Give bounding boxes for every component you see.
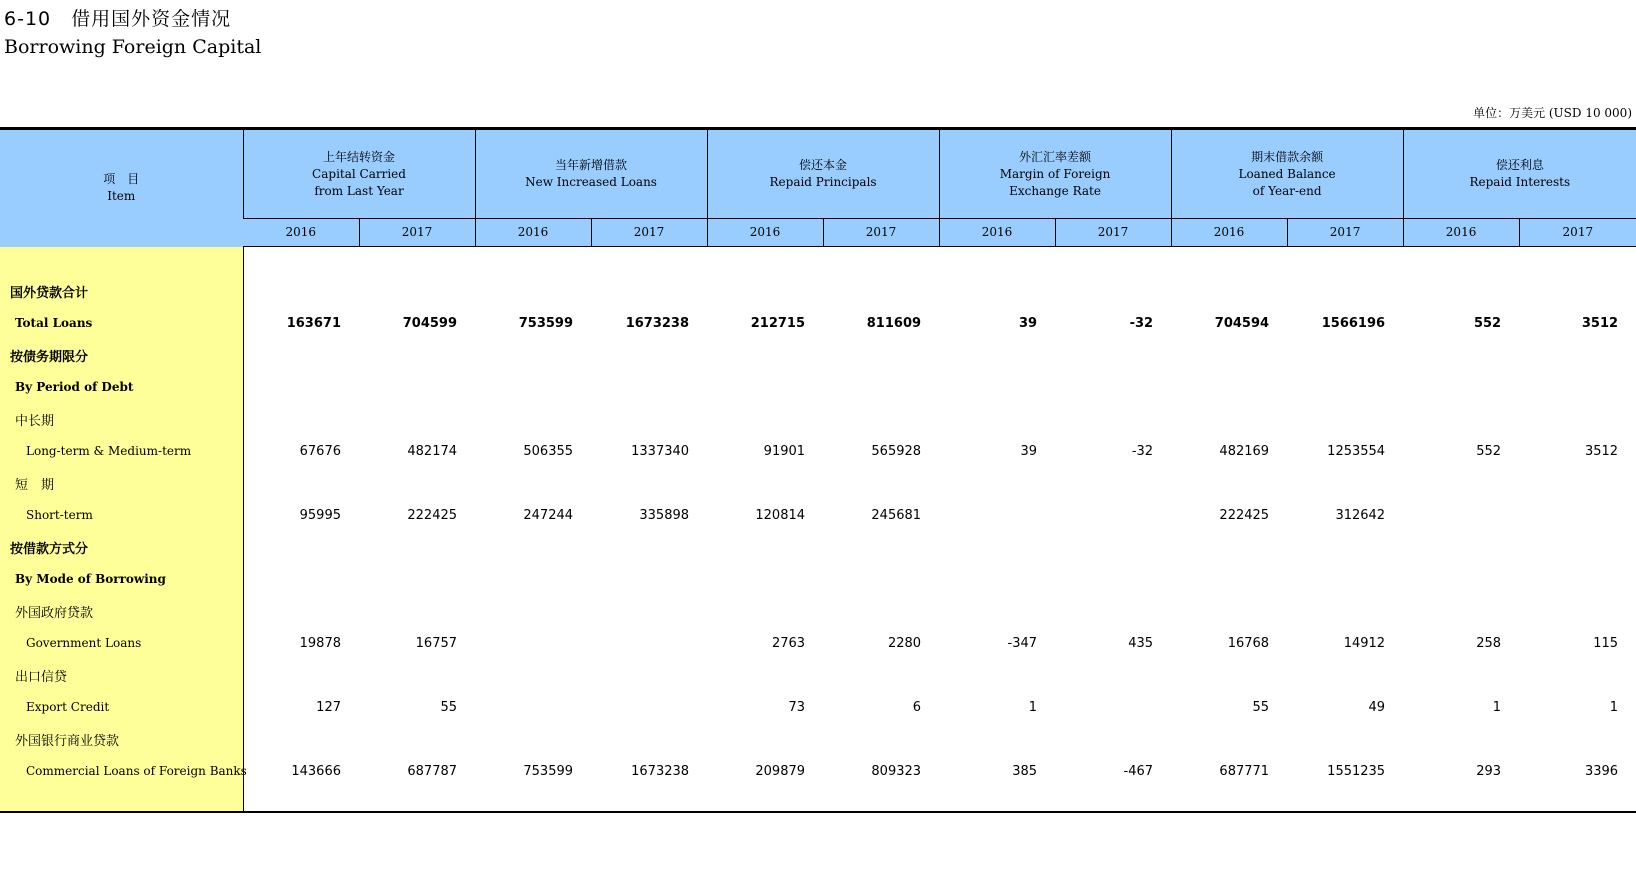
value-cell (475, 371, 591, 403)
value-cell (1519, 531, 1636, 563)
value-cell (359, 723, 475, 755)
value-cell (1519, 563, 1636, 595)
value-cell (823, 275, 939, 307)
value-cell: 3396 (1584, 763, 1619, 779)
value-cell: 1673238 (625, 315, 690, 331)
value-cell: 293 (1476, 763, 1502, 779)
value-cell: 2280 (887, 635, 922, 651)
value-cell (475, 723, 591, 755)
value-cell (1171, 595, 1287, 627)
row-label: Total Loans (0, 307, 243, 339)
value-cell (1519, 499, 1636, 531)
value-cell (591, 691, 707, 723)
value-cell (939, 403, 1055, 435)
header-group-en: Margin of Foreign (999, 166, 1111, 181)
value-cell (475, 403, 591, 435)
value-cell (1519, 275, 1636, 307)
value-cell (939, 339, 1055, 371)
value-cell: 565928 (871, 443, 922, 459)
value-cell: 245681 (871, 507, 922, 523)
value-cell (243, 563, 359, 595)
value-cell (1403, 563, 1519, 595)
value-cell: 247244 (523, 507, 574, 523)
row-label: By Period of Debt (0, 371, 243, 403)
value-cell (939, 595, 1055, 627)
value-cell (1055, 659, 1171, 691)
value-cell (1055, 339, 1171, 371)
value-cell (1171, 403, 1287, 435)
page-title-en: Borrowing Foreign Capital (4, 36, 262, 58)
value-cell: 91901 (763, 443, 806, 459)
value-cell: 552 (1476, 443, 1502, 459)
value-cell (1055, 371, 1171, 403)
value-cell (1171, 275, 1287, 307)
value-cell (1403, 659, 1519, 691)
value-cell: 55 (440, 699, 458, 715)
value-cell (475, 595, 591, 627)
value-cell (359, 371, 475, 403)
header-group-cn: 当年新增借款 (555, 158, 628, 172)
value-cell (823, 371, 939, 403)
value-cell (1403, 339, 1519, 371)
value-cell (1055, 403, 1171, 435)
value-cell (707, 595, 823, 627)
value-cell (1171, 467, 1287, 499)
table-row (0, 275, 1636, 307)
value-cell (1403, 595, 1519, 627)
value-cell: 143666 (291, 763, 341, 779)
header-group (475, 129, 707, 219)
value-cell (1519, 339, 1636, 371)
header-year: 2016 (1171, 219, 1287, 247)
value-cell: 506355 (523, 443, 574, 459)
value-cell (243, 339, 359, 371)
value-cell (1403, 371, 1519, 403)
value-cell (1171, 339, 1287, 371)
value-cell (1055, 691, 1171, 723)
value-cell (1171, 371, 1287, 403)
value-cell: 753599 (518, 315, 574, 331)
value-cell (823, 403, 939, 435)
header-group (1171, 129, 1403, 219)
header-year: 2017 (1519, 219, 1636, 247)
value-cell (939, 371, 1055, 403)
value-cell (1287, 371, 1403, 403)
header-year: 2016 (475, 219, 591, 247)
value-cell: 95995 (299, 507, 341, 523)
row-label: Long-term & Medium-term (0, 435, 243, 467)
table-row (0, 723, 1636, 755)
table-body (0, 247, 1636, 813)
value-cell: 811609 (866, 315, 922, 331)
header-item (0, 129, 243, 247)
value-cell (707, 659, 823, 691)
value-cell: 73 (788, 699, 806, 715)
value-cell (823, 531, 939, 563)
value-cell (1171, 531, 1287, 563)
header-group-en: Exchange Rate (1009, 183, 1101, 198)
value-cell (591, 403, 707, 435)
value-cell (939, 499, 1055, 531)
value-cell: 19878 (299, 635, 341, 651)
value-cell (1055, 275, 1171, 307)
value-cell (707, 723, 823, 755)
header-row-groups (0, 129, 1636, 219)
value-cell (1287, 339, 1403, 371)
value-cell (359, 659, 475, 691)
value-cell (359, 467, 475, 499)
header-year: 2016 (939, 219, 1055, 247)
value-cell (1287, 563, 1403, 595)
row-label: 中长期 (0, 403, 243, 435)
value-cell: 67676 (299, 443, 341, 459)
header-group-en: Repaid Principals (769, 175, 877, 189)
value-cell: 1 (1609, 699, 1619, 715)
value-cell (1055, 531, 1171, 563)
value-cell: 209879 (755, 763, 806, 779)
value-cell: 115 (1593, 635, 1619, 651)
header-group-en: of Year-end (1252, 183, 1322, 198)
header-year: 2016 (243, 219, 359, 247)
value-cell (475, 627, 591, 659)
value-cell: 1673238 (631, 763, 690, 779)
header-row-years (0, 219, 1636, 247)
table-row (0, 371, 1636, 403)
value-cell (939, 563, 1055, 595)
value-cell (591, 531, 707, 563)
value-cell (1055, 723, 1171, 755)
value-cell: 1337340 (631, 443, 690, 459)
item-cell (0, 787, 243, 812)
data-table (0, 127, 1636, 813)
row-label: Short-term (0, 499, 243, 531)
value-cell: 704599 (402, 315, 458, 331)
value-cell (1287, 467, 1403, 499)
value-cell (1055, 499, 1171, 531)
value-cell: 687787 (407, 763, 458, 779)
table-row (0, 467, 1636, 499)
value-cell: 1253554 (1327, 443, 1386, 459)
header-group (243, 129, 475, 219)
header-group-cn: 上年结转资金 (323, 149, 396, 164)
value-cell (823, 563, 939, 595)
bottom-row (0, 787, 1636, 812)
value-cell (1055, 563, 1171, 595)
value-cell (359, 275, 475, 307)
value-cell (707, 339, 823, 371)
value-cell: 552 (1473, 315, 1502, 331)
value-cell: 335898 (639, 507, 690, 523)
value-cell: 163671 (286, 315, 341, 331)
data-table-wrap (0, 127, 1636, 813)
value-cell: 14912 (1343, 635, 1386, 651)
value-cell: 16768 (1227, 635, 1270, 651)
value-cell: 120814 (755, 507, 806, 523)
row-label: 按借款方式分 (0, 531, 243, 563)
value-cell (1287, 403, 1403, 435)
table-row (0, 563, 1636, 595)
value-cell (591, 275, 707, 307)
value-cell (1403, 467, 1519, 499)
value-cell (243, 275, 359, 307)
header-item-cn: 项 目 (103, 172, 140, 187)
value-cell (823, 723, 939, 755)
header-group-en: Capital Carried (312, 166, 406, 181)
value-cell (939, 659, 1055, 691)
value-cell (1287, 659, 1403, 691)
value-cell (591, 627, 707, 659)
value-cell: 809323 (871, 763, 922, 779)
header-group-en: New Increased Loans (525, 175, 657, 189)
value-cell (1519, 403, 1636, 435)
value-cell (243, 371, 359, 403)
row-label: Export Credit (0, 691, 243, 723)
value-cell (359, 403, 475, 435)
value-cell (1171, 723, 1287, 755)
value-cell (359, 339, 475, 371)
header-year: 2017 (1287, 219, 1403, 247)
value-cell (475, 563, 591, 595)
value-cell: 222425 (1219, 507, 1270, 523)
value-cell (475, 339, 591, 371)
value-cell: 222425 (407, 507, 458, 523)
table-row (0, 595, 1636, 627)
value-cell (359, 531, 475, 563)
table-row (0, 403, 1636, 435)
unit-label: 单位：万美元 (USD 10 000) (1473, 106, 1632, 120)
header-group (707, 129, 939, 219)
value-cell: 39 (1020, 443, 1038, 459)
value-cell (359, 563, 475, 595)
value-cell (1287, 595, 1403, 627)
value-cell: 258 (1476, 635, 1502, 651)
header-group-cn: 偿还本金 (799, 158, 848, 172)
value-cell: 3512 (1581, 315, 1619, 331)
value-cell (243, 403, 359, 435)
value-cell (243, 595, 359, 627)
value-cell (1519, 467, 1636, 499)
value-cell (1055, 467, 1171, 499)
value-cell: 482169 (1219, 443, 1270, 459)
row-label: 按债务期限分 (0, 339, 243, 371)
value-cell: 6 (912, 699, 922, 715)
value-cell: 16757 (415, 635, 458, 651)
value-cell (591, 723, 707, 755)
value-cell (707, 275, 823, 307)
header-year: 2017 (359, 219, 475, 247)
value-cell (475, 275, 591, 307)
value-cell (591, 595, 707, 627)
value-cell (475, 531, 591, 563)
value-cell: 435 (1128, 635, 1154, 651)
value-cell (243, 531, 359, 563)
value-cell (939, 723, 1055, 755)
value-cell: 3512 (1584, 443, 1619, 459)
header-year: 2016 (1403, 219, 1519, 247)
row-label: By Mode of Borrowing (0, 563, 243, 595)
value-cell (1403, 499, 1519, 531)
value-cell: -347 (1007, 635, 1038, 651)
value-cell: -467 (1123, 763, 1154, 779)
value-cell (475, 467, 591, 499)
value-cell (1171, 659, 1287, 691)
header-group-en: from Last Year (314, 183, 404, 198)
value-cell (707, 531, 823, 563)
row-label: 国外贷款合计 (0, 275, 243, 307)
row-label: Commercial Loans of Foreign Banks (0, 755, 243, 787)
table-row (0, 755, 1636, 787)
header-year: 2017 (823, 219, 939, 247)
value-cell: 1 (1028, 699, 1038, 715)
value-cell (243, 467, 359, 499)
table-row (0, 531, 1636, 563)
value-cell (591, 563, 707, 595)
value-cell: 1566196 (1321, 315, 1386, 331)
value-cell (1403, 403, 1519, 435)
value-cell: -32 (1129, 315, 1154, 331)
header-group-cn: 偿还利息 (1495, 158, 1544, 172)
value-cell (1287, 723, 1403, 755)
value-cell: 2763 (771, 635, 806, 651)
value-cell (1519, 723, 1636, 755)
value-cell (823, 339, 939, 371)
value-cell: 704594 (1214, 315, 1270, 331)
table-row (0, 307, 1636, 339)
value-cell (823, 659, 939, 691)
row-label: 出口信贷 (0, 659, 243, 691)
header-group (1403, 129, 1636, 219)
value-cell (475, 659, 591, 691)
value-cell (1519, 371, 1636, 403)
table-row (0, 691, 1636, 723)
value-cell: 1551235 (1327, 763, 1386, 779)
value-cell: 212715 (750, 315, 806, 331)
value-cell (707, 467, 823, 499)
value-cell (1519, 595, 1636, 627)
row-label: 外国政府贷款 (0, 595, 243, 627)
header-year: 2016 (707, 219, 823, 247)
value-cell (591, 371, 707, 403)
header-year: 2017 (1055, 219, 1171, 247)
row-label: 短 期 (0, 467, 243, 499)
spacer-row (0, 247, 1636, 276)
value-cell: 687771 (1219, 763, 1270, 779)
value-cell: 753599 (523, 763, 574, 779)
header-item-en: Item (107, 189, 136, 204)
value-cell (1403, 275, 1519, 307)
header-group (939, 129, 1171, 219)
table-row (0, 627, 1636, 659)
header-group-en: Loaned Balance (1238, 166, 1336, 181)
value-cell: 1 (1492, 699, 1502, 715)
value-cell (1055, 595, 1171, 627)
value-cell: 39 (1018, 315, 1038, 331)
item-cell (0, 247, 243, 276)
value-cell (1287, 531, 1403, 563)
value-cell (939, 531, 1055, 563)
header-group-cn: 外汇汇率差额 (1019, 149, 1092, 164)
table-row (0, 435, 1636, 467)
value-cell: 127 (316, 699, 341, 715)
value-cell (475, 691, 591, 723)
value-cell (591, 659, 707, 691)
table-row (0, 339, 1636, 371)
value-cell (591, 339, 707, 371)
header-group-cn: 期末借款余额 (1251, 149, 1324, 164)
value-cell: -32 (1131, 443, 1154, 459)
table-row (0, 499, 1636, 531)
value-cell (243, 659, 359, 691)
value-cell (823, 595, 939, 627)
row-label: 外国银行商业贷款 (0, 723, 243, 755)
value-cell (1171, 563, 1287, 595)
value-cell: 482174 (407, 443, 458, 459)
value-cell (707, 403, 823, 435)
value-cell (243, 723, 359, 755)
value-cell (707, 371, 823, 403)
value-cell (939, 275, 1055, 307)
value-cell: 55 (1252, 699, 1270, 715)
value-cell (591, 467, 707, 499)
table-row (0, 659, 1636, 691)
header-group-en: Repaid Interests (1469, 175, 1571, 189)
value-cell (707, 563, 823, 595)
value-cell: 312642 (1335, 507, 1386, 523)
page-title-cn: 6-10 借用国外资金情况 (4, 8, 232, 30)
value-cell (359, 595, 475, 627)
value-cell (1403, 531, 1519, 563)
value-cell (939, 467, 1055, 499)
value-cell: 49 (1368, 699, 1386, 715)
header-year: 2017 (591, 219, 707, 247)
value-cell (1287, 275, 1403, 307)
value-cell (823, 467, 939, 499)
value-cell (1519, 659, 1636, 691)
value-cell (1403, 723, 1519, 755)
value-cell: 385 (1012, 763, 1038, 779)
row-label: Government Loans (0, 627, 243, 659)
